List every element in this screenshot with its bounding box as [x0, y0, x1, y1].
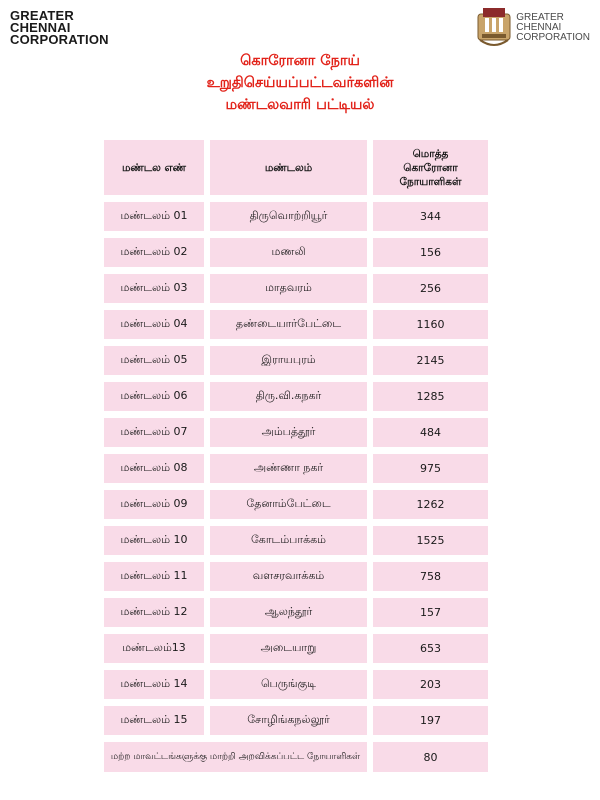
- total-patients-cell: 653: [373, 634, 488, 663]
- total-patients-cell: 197: [373, 706, 488, 735]
- zone-name-cell: தேனாம்பேட்டை: [210, 490, 367, 519]
- zone-number-cell: மண்டலம் 14: [104, 670, 204, 699]
- total-patients-cell: 156: [373, 238, 488, 267]
- table-row: [104, 310, 488, 339]
- total-patients-cell: 758: [373, 562, 488, 591]
- title-line: மண்டலவாரி பட்டியல்: [225, 97, 375, 113]
- zone-name-cell: திரு.வி.கநகர்: [210, 382, 367, 411]
- zone-number-cell: மண்டலம்13: [104, 634, 204, 663]
- zone-number-cell: மண்டலம் 12: [104, 598, 204, 627]
- table-row: [104, 202, 488, 231]
- zone-name-cell: ஆலந்தூர்: [210, 598, 367, 627]
- total-patients-cell: 2145: [373, 346, 488, 375]
- zone-number-cell: மண்டலம் 15: [104, 706, 204, 735]
- zone-name-cell: அம்பத்தூர்: [210, 418, 367, 447]
- zone-name-cell: அடையாறு: [210, 634, 367, 663]
- zone-name-cell: மாதவரம்: [210, 274, 367, 303]
- table-header-row: [104, 140, 488, 195]
- zone-name-cell: தண்டையார்பேட்டை: [210, 310, 367, 339]
- table-row: [104, 526, 488, 555]
- header-zone-number: மண்டல எண்: [104, 140, 204, 195]
- brand-line: CHENNAI: [516, 22, 562, 33]
- total-patients-cell: 1285: [373, 382, 488, 411]
- zone-name-cell: வளசரவாக்கம்: [210, 562, 367, 591]
- zone-number-cell: மண்டலம் 11: [104, 562, 204, 591]
- total-patients-cell: 1262: [373, 490, 488, 519]
- zone-case-table: [104, 140, 488, 779]
- gcc-logo-right: [476, 6, 590, 50]
- other-districts-total: 80: [373, 742, 488, 772]
- zone-name-cell: சோழிங்கநல்லூர்: [210, 706, 367, 735]
- total-patients-cell: 1160: [373, 310, 488, 339]
- other-districts-label: மற்ற மாவட்டங்களுக்கு மாற்றி அறவிக்கப்பட்ட நோயாளிகள்: [104, 742, 367, 772]
- gcc-logo-text-left: [10, 10, 109, 46]
- table-row: [104, 346, 488, 375]
- page-title: [0, 50, 600, 116]
- zone-name-cell: திருவொற்றியூர்: [210, 202, 367, 231]
- total-patients-cell: 344: [373, 202, 488, 231]
- total-patients-cell: 1525: [373, 526, 488, 555]
- zone-number-cell: மண்டலம் 05: [104, 346, 204, 375]
- zone-name-cell: மணலி: [210, 238, 367, 267]
- table-row: [104, 490, 488, 519]
- brand-line: CORPORATION: [10, 32, 109, 47]
- total-patients-cell: 484: [373, 418, 488, 447]
- zone-name-cell: இராயபுரம்: [210, 346, 367, 375]
- table-row: [104, 598, 488, 627]
- table-row: [104, 706, 488, 735]
- total-patients-cell: 157: [373, 598, 488, 627]
- zone-number-cell: மண்டலம் 06: [104, 382, 204, 411]
- zone-name-cell: பெருங்குடி: [210, 670, 367, 699]
- table-row: [104, 382, 488, 411]
- zone-name-cell: கோடம்பாக்கம்: [210, 526, 367, 555]
- table-row: [104, 454, 488, 483]
- corporation-emblem-icon: [476, 6, 512, 50]
- title-line: கொரோனா நோய்: [240, 53, 360, 69]
- brand-line: CORPORATION: [516, 32, 590, 43]
- table-row: [104, 562, 488, 591]
- total-patients-cell: 975: [373, 454, 488, 483]
- table-row: [104, 238, 488, 267]
- table-row: [104, 634, 488, 663]
- zone-number-cell: மண்டலம் 08: [104, 454, 204, 483]
- zone-name-cell: அண்ணா நகர்: [210, 454, 367, 483]
- title-line: உறுதிசெய்யப்பட்டவர்களின்: [206, 75, 394, 91]
- brand-line: GREATER: [10, 8, 74, 23]
- table-row: [104, 418, 488, 447]
- zone-number-cell: மண்டலம் 10: [104, 526, 204, 555]
- table-row: [104, 274, 488, 303]
- header-zone-name: மண்டலம்: [210, 140, 367, 195]
- table-row: [104, 670, 488, 699]
- table-footer-row: [104, 742, 488, 772]
- zone-number-cell: மண்டலம் 01: [104, 202, 204, 231]
- zone-number-cell: மண்டலம் 09: [104, 490, 204, 519]
- total-patients-cell: 256: [373, 274, 488, 303]
- zone-number-cell: மண்டலம் 07: [104, 418, 204, 447]
- zone-number-cell: மண்டலம் 04: [104, 310, 204, 339]
- header-total-patients: மொத்த கொரோனா நோயாளிகள்: [373, 140, 488, 195]
- brand-line: GREATER: [516, 12, 564, 23]
- zone-number-cell: மண்டலம் 03: [104, 274, 204, 303]
- brand-line: CHENNAI: [10, 20, 71, 35]
- total-patients-cell: 203: [373, 670, 488, 699]
- zone-number-cell: மண்டலம் 02: [104, 238, 204, 267]
